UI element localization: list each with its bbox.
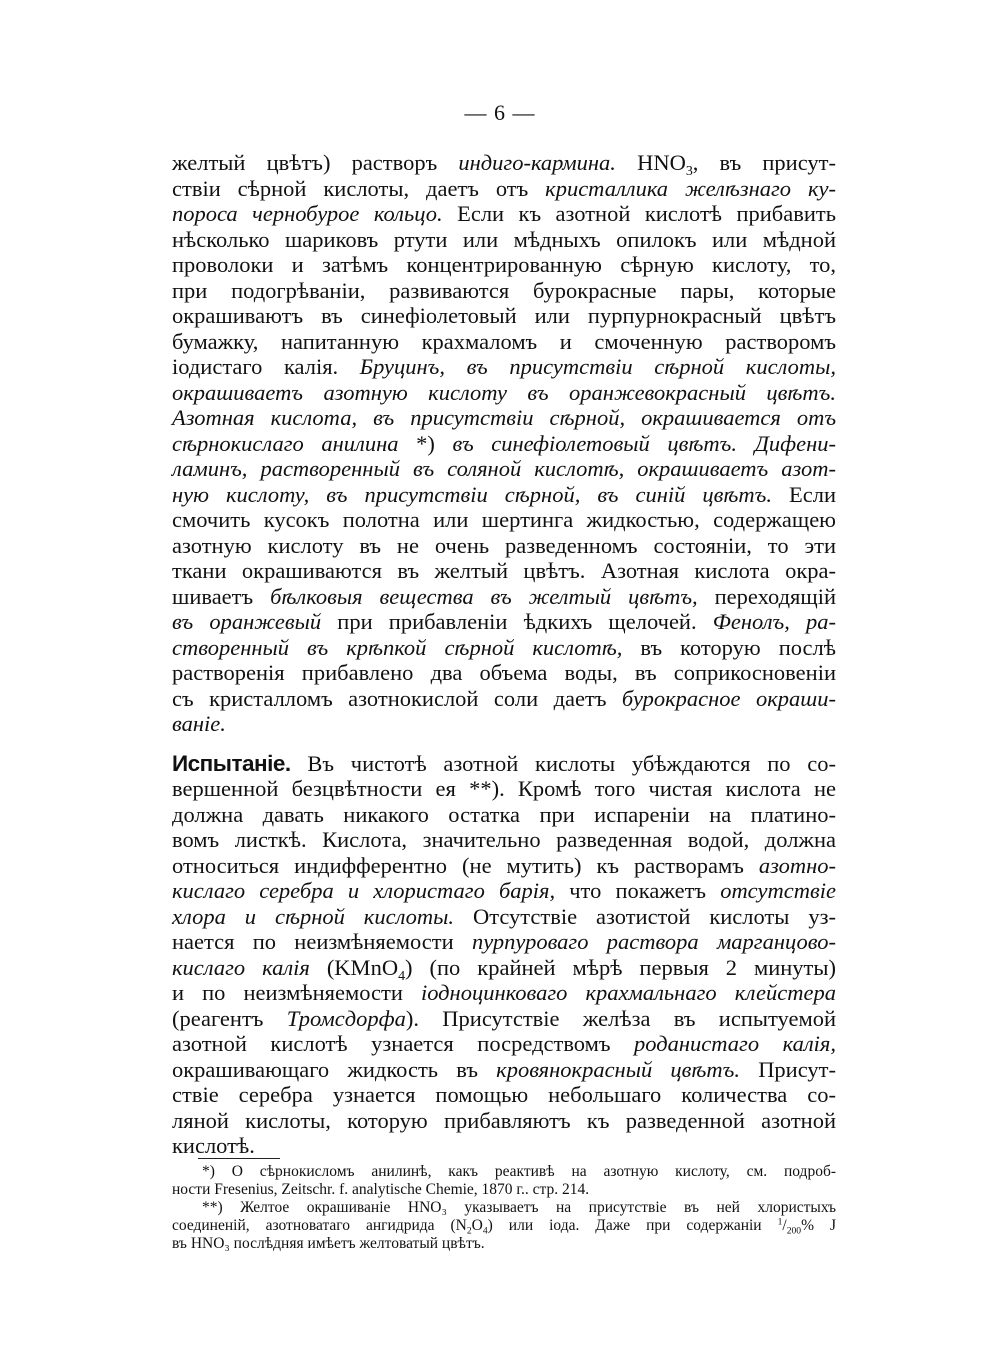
text-line: должна давать никакого остатка при испареніи на платино- (172, 801, 836, 827)
footnote-line: соединеній, азотноватаго ангидрида $(N_2O_4)$ или іода. Даже при содержаніи $^1/_{200}\%$ J (172, 1216, 836, 1237)
footnote-2 (172, 1199, 836, 1253)
text-line: сѣрнокислаго анилина *) въ синефіолетовый цвѣтъ. Дифени- (172, 430, 836, 456)
footnote-divider (198, 1158, 280, 1159)
text-line: съ кристалломъ азотнокислой соли даетъ бурокрасное окраши- (172, 685, 836, 711)
text-line: кислаго серебра и хлористаго барія, что покажетъ отсутствіе (172, 878, 836, 903)
text-line: створенный въ крѣпкой сѣрной кислотѣ, въ которую послѣ (172, 634, 836, 660)
text-line: шиваетъ бѣлковыя вещества въ желтый цвѣтъ, переходящій (172, 583, 836, 609)
text-line: проволоки и затѣмъ концентрированную сѣрную кислоту, то, (172, 252, 836, 277)
text-line: хлора и сѣрной кислоты. Отсутствіе азотистой кислоты уз- (172, 903, 836, 929)
text-line: іодистаго калія. Бруцинъ, въ присутствіи сѣрной кислоты, (172, 354, 836, 379)
page-number: — 6 — (464, 100, 536, 125)
text-line: бумажку, напитанную крахмаломъ и смоченную растворомъ (172, 328, 836, 354)
text-line: ствіе серебра узнается помощью небольшаго количества со- (172, 1082, 836, 1107)
text-line: и по неизмѣняемости іодноцинковаго крахмальнаго клейстера (172, 980, 836, 1005)
paragraph-testing (172, 751, 836, 1159)
text-line: ствіи сѣрной кислоты, даетъ отъ кристаллика желѣзнаго ку- (172, 175, 836, 201)
text-line: кислотѣ. (172, 1133, 255, 1158)
text-line: растворенія прибавлено два объема воды, въ соприкосновеніи (172, 660, 836, 685)
text-line: при подогрѣваніи, развиваются бурокрасные пары, которые (172, 277, 836, 303)
text-line: вершенной безцвѣтности ея **). Кромѣ того чистая кислота не (172, 776, 836, 801)
footnote-line: **) Желтое окрашиваніе HNO₃ указываетъ на присутствіе въ ней хлористыхъ (202, 1199, 836, 1216)
text-line: нѣсколько шариковъ ртути или мѣдныхъ опилокъ или мѣдной (172, 226, 836, 252)
text-line: ляной кислоты, которую прибавляютъ къ разведенной азотной (172, 1107, 836, 1133)
text-line: смочить кусокъ полотна или шертинга жидкостью, содержащею (172, 507, 836, 532)
text-line: Азотная кислота, въ присутствіи сѣрной, окрашивается отъ (172, 405, 836, 430)
text-line: нается по неизмѣняемости пурпуроваго раствора марганцово- (172, 929, 836, 954)
section-heading: Испытаніе. (172, 750, 291, 776)
text-line: окрашиваютъ въ синефіолетовый или пурпурнокрасный цвѣтъ (172, 303, 836, 328)
text-line: относиться индифферентно (не мутить) къ растворамъ азотно- (172, 852, 836, 878)
footnotes (172, 1163, 836, 1253)
footnote-1 (172, 1163, 836, 1199)
text-line: кислаго калія (KMnO$_4$) (по крайней мѣрѣ первыя 2 минуты) (172, 954, 837, 984)
text-line: ламинъ, растворенный въ соляной кислотѣ, окрашиваетъ азот- (172, 456, 836, 481)
text-line: окрашивающаго жидкость въ кровянокрасный цвѣтъ. Присут- (172, 1056, 836, 1082)
text-line: азотную кислоту въ не очень разведенномъ состояніи, то эти (172, 532, 836, 558)
text-line: вомъ листкѣ. Кислота, значительно разведенная водой, должна (172, 827, 836, 852)
paragraph-identification (172, 150, 836, 737)
footnote-line: въ HNO₃ послѣдняя имѣетъ желтоватый цвѣтъ. (172, 1235, 485, 1252)
text-line: Испытаніе. Въ чистотѣ азотной кислоты убѣждаются по со- (172, 750, 836, 776)
footnote-line: ности Fresenius, Zeitschr. f. analytische Chemie, 1870 г.. стр. 214. (172, 1181, 590, 1198)
text-line: желтый цвѣтъ) растворъ индиго-кармина. $HNO_3$, въ присут- (172, 150, 836, 179)
text-line: (реагентъ Тромсдорфа). Присутствіе желѣза въ испытуемой (172, 1005, 836, 1031)
body-text (172, 150, 836, 1159)
text-line: азотной кислотѣ узнается посредствомъ роданистаго калія, (172, 1031, 836, 1056)
text-line: въ оранжевый при прибавленіи ѣдкихъ щелочей. Фенолъ, ра- (172, 609, 836, 634)
footnote-line: *) О сѣрнокисломъ анилинѣ, какъ реактивѣ на азотную кислоту, см. подроб- (202, 1163, 836, 1180)
text-line: ткани окрашиваются въ желтый цвѣтъ. Азотная кислота окра- (172, 558, 836, 583)
text-line: пороса чернобурое кольцо. Если къ азотной кислотѣ прибавить (172, 201, 836, 226)
text-line: ную кислоту, въ присутствіи сѣрной, въ синій цвѣтъ. Если (172, 481, 836, 507)
text-line: ваніе. (172, 711, 226, 736)
text-line: окрашиваетъ азотную кислоту въ оранжевокрасный цвѣтъ. (172, 379, 836, 405)
